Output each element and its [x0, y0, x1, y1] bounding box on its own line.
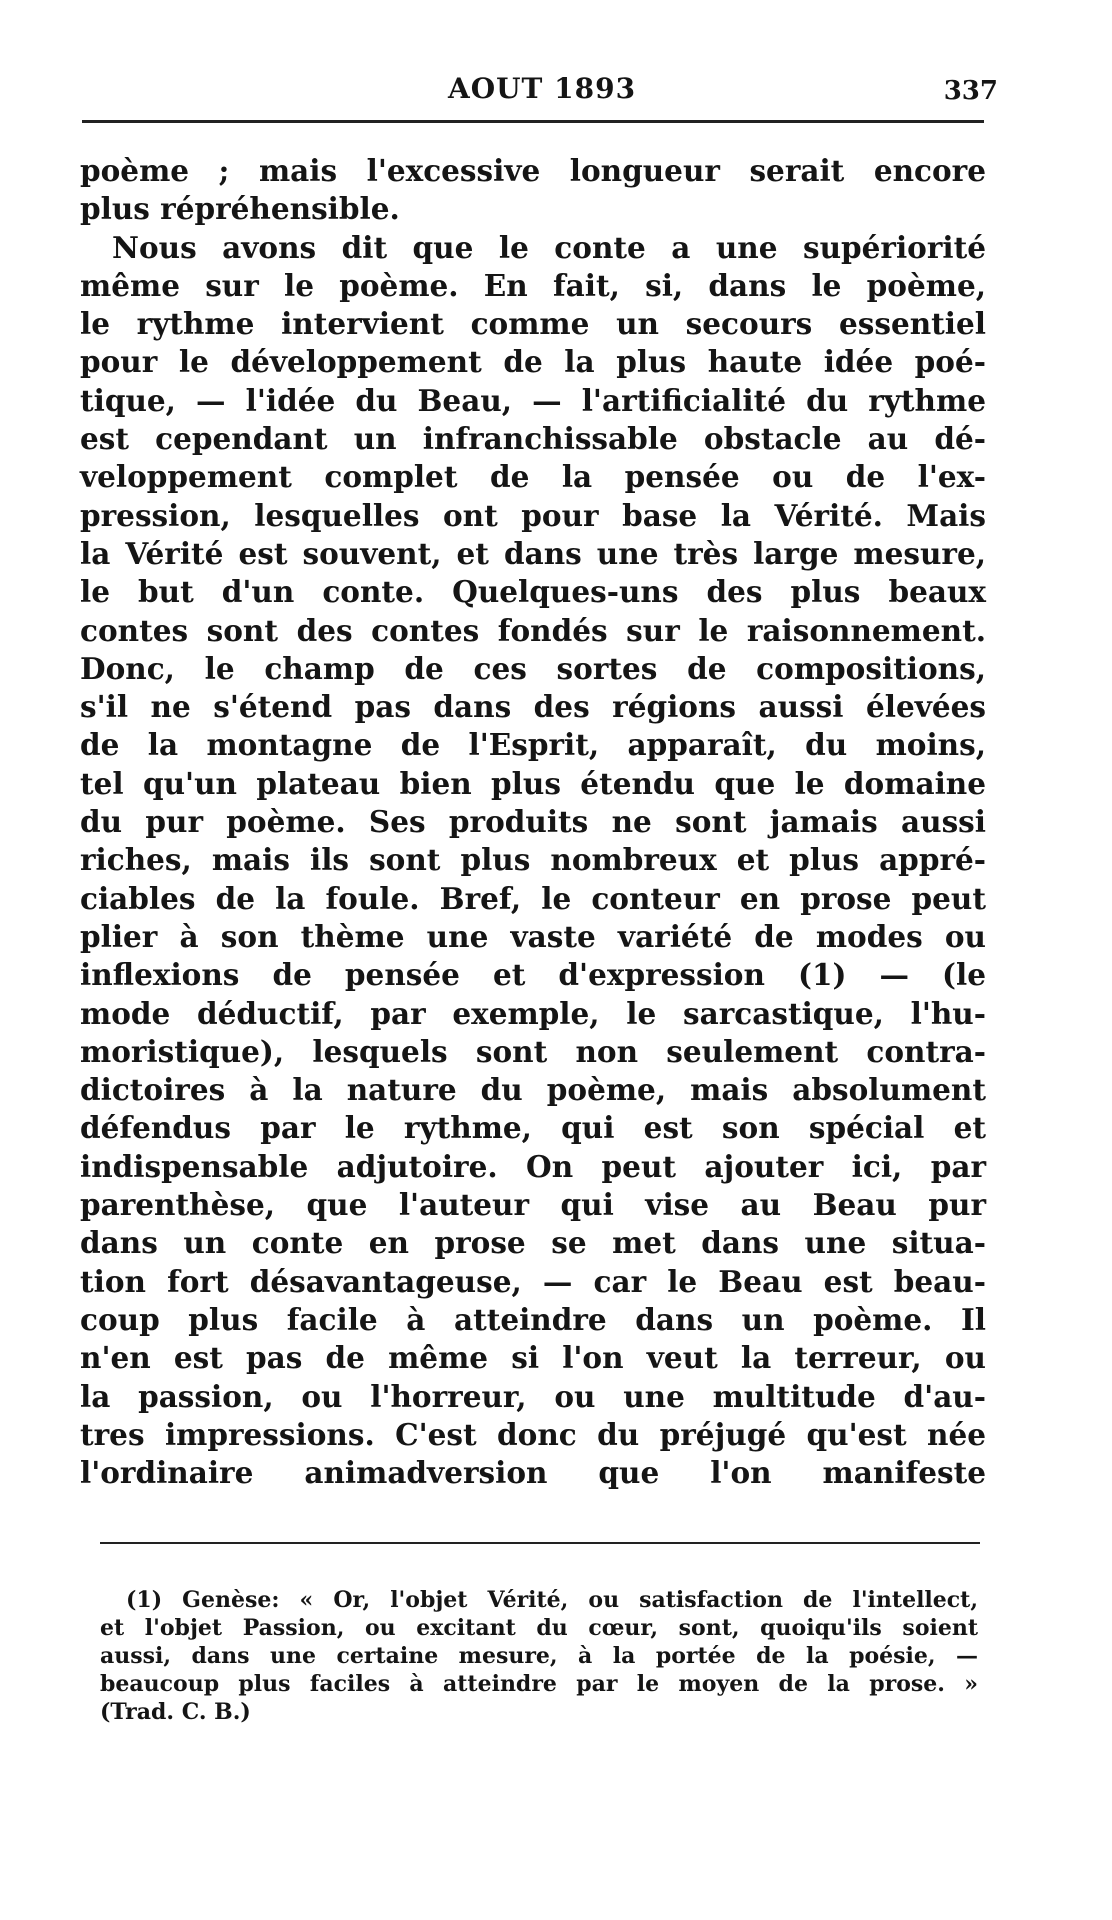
text-line: du pur poème. Ses produits ne sont jamais aussi [80, 804, 986, 840]
text-line: plier à son thème une vaste variété de modes ou [80, 918, 986, 954]
footnote [100, 1586, 978, 1726]
text-line: le rythme intervient comme un secours essentiel [80, 306, 986, 342]
text-line: ciables de la foule. Bref, le conteur en prose peut [80, 880, 986, 916]
text-line: plus répréhensible. [80, 191, 400, 227]
text-line: tion fort désavantageuse, — car le Beau est beau- [80, 1263, 986, 1299]
text-line: coup plus facile à atteindre dans un poème. Il [80, 1301, 986, 1337]
text-line: n'en est pas de même si l'on veut la terreur, ou [80, 1340, 986, 1376]
text-line: est cependant un infranchissable obstacle au dé- [80, 421, 986, 457]
text-line: tel qu'un plateau bien plus étendu que le domaine [80, 765, 986, 801]
header-rule [82, 120, 984, 123]
text-line: veloppement complet de la pensée ou de l'ex- [80, 459, 986, 495]
footnote-rule [100, 1542, 980, 1544]
text-line: moristique), lesquels sont non seulement contra- [80, 1033, 986, 1069]
footnote-line: (1) Genèse: « Or, l'objet Vérité, ou satisfaction de l'intellect, [126, 1587, 978, 1613]
text-line: défendus par le rythme, qui est son spécial et [80, 1110, 986, 1146]
text-line: contes sont des contes fondés sur le raisonnement. [80, 612, 986, 648]
text-line: tique, — l'idée du Beau, — l'artificialité du rythme [80, 382, 986, 418]
text-line: pour le développement de la plus haute idée poé- [80, 344, 986, 380]
text-line: poème ; mais l'excessive longueur serait encore [80, 153, 986, 188]
text-line: indispensable adjutoire. On peut ajouter ici, par [80, 1148, 986, 1184]
text-line: pression, lesquelles ont pour base la Vérité. Mais [80, 497, 986, 533]
text-line: s'il ne s'étend pas dans des régions aussi élevées [80, 689, 986, 725]
text-line: riches, mais ils sont plus nombreux et plus appré- [80, 842, 986, 878]
text-line: Nous avons dit que le conte a une supériorité [112, 229, 986, 265]
text-line: la Vérité est souvent, et dans une très large mesure, [80, 535, 986, 571]
footnote-line: aussi, dans une certaine mesure, à la portée de la poésie, — [100, 1643, 978, 1669]
running-title: AOUT 1893 [448, 72, 637, 105]
text-line: le but d'un conte. Quelques-uns des plus beaux [80, 574, 986, 610]
footnote-line: (Trad. C. B.) [100, 1699, 251, 1725]
text-line: même sur le poème. En fait, si, dans le poème, [80, 267, 986, 303]
running-header [86, 68, 998, 112]
text-line: la passion, ou l'horreur, ou une multitude d'au- [80, 1378, 986, 1414]
footnote-line: et l'objet Passion, ou excitant du cœur, sont, quoiqu'ils soient [100, 1615, 978, 1641]
text-line: inflexions de pensée et d'expression (1) — (le [80, 957, 986, 993]
text-line: Donc, le champ de ces sortes de compositions, [80, 650, 986, 686]
text-line: dictoires à la nature du poème, mais absolument [80, 1072, 986, 1108]
footnote-line: beaucoup plus faciles à atteindre par le moyen de la prose. » [100, 1671, 978, 1697]
text-line: dans un conte en prose se met dans une situa- [80, 1225, 986, 1261]
text-line: parenthèse, que l'auteur qui vise au Beau pur [80, 1187, 986, 1223]
text-line: mode déductif, par exemple, le sarcastique, l'hu- [80, 995, 986, 1031]
text-line: l'ordinaire animadversion que l'on manifeste [80, 1455, 986, 1491]
text-line: tres impressions. C'est donc du préjugé qu'est née [80, 1416, 986, 1452]
body-text [80, 152, 986, 1492]
text-line: de la montagne de l'Esprit, apparaît, du moins, [80, 727, 986, 763]
page-number: 337 [943, 76, 998, 106]
